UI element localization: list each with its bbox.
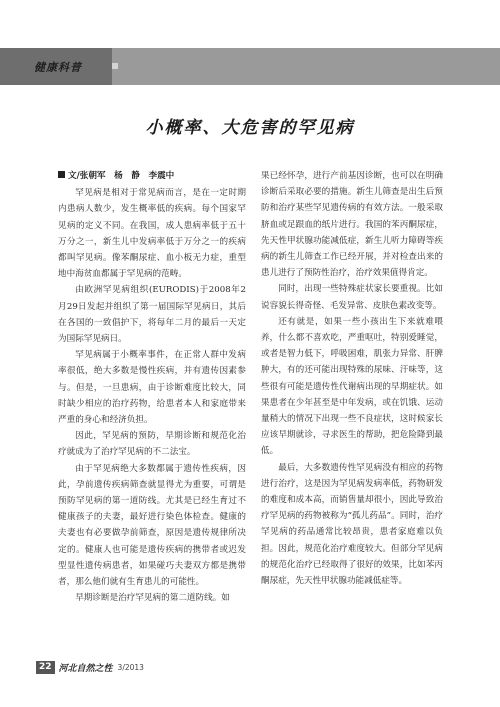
paragraph: 罕见病属于小概率事件，在正常人群中发病率很低，绝大多数是慢性疾病，并有遗传因素参与。但是，一旦患病，由于诊断难度比较大，同时缺少相应的治疗药物，给患者本人和家庭带来严重的身心和经济负担。: [58, 350, 246, 426]
paragraph: 果已经怀孕，进行产前基因诊断，也可以在明确诊断后采取必要的措施。新生儿筛查是出生后预防和治疗某些罕见遗传病的有效方法。一般采取脐血或足跟血的纸片进行。我国的苯丙酮尿症，先天性甲状腺功能减低症，新生儿听力障碍等疾病的新生儿筛查工作已经开展，并对检查出来的患儿进行了预防性治疗，治疗效果值得肯定。: [261, 171, 443, 279]
paragraph: 由于罕见病绝大多数都属于遗传性疾病，因此，孕前遗传疾病筛查就显得尤为重要，可谓是预防罕见病的第一道防线。尤其是已经生育过不健康孩子的夫妻，最好进行染色体检查。健康的夫妻也有必要做孕前筛查，原因是遗传规律所决定的。健康人也可能是遗传疾病的携带者或迟发型显性遗传病患者，如果碰巧夫妻双方都是携带者，那么他们就有生育患儿的可能性。: [58, 463, 246, 588]
article-title: 小概率、大危害的罕见病: [145, 118, 355, 138]
paragraph: 最后，大多数遗传性罕见病没有相应的药物进行治疗，这是因为罕见病发病率低，药物研发的难度和成本高，而销售量却很小，因此导致治疗罕见病的药物被称为“孤儿药品”。同时，治疗罕见病的药品通常比较昂贵，患者家庭难以负担。因此，规范化治疗难度较大。但部分罕见病的规范化治疗已经取得了很好的效果，比如苯丙酮尿症，先天性甲状腺功能减低症等。: [261, 462, 443, 587]
paragraph: 同时，出现一些特殊症状家长要重视。比如说容貌长得奇怪、毛发异常、皮肤色素改变等。: [261, 284, 443, 311]
paragraph: 因此，罕见病的预防，早期诊断和规范化治疗就成为了治疗罕见病的不二法宝。: [58, 431, 246, 458]
right-column: [261, 168, 443, 589]
byline: [58, 168, 246, 184]
magazine-name: 河北自然之性: [58, 663, 113, 674]
issue-number: 3/2013: [117, 662, 144, 672]
section-header-accent: [112, 63, 118, 69]
paragraph: 罕见病是相对于常见病而言，是在一定时期内患病人数少，发生概率低的疾病。每个国家罕见病的定义不同。在我国，成人患病率低于五十万分之一，新生儿中发病率低于万分之一的疾病都叫罕见病。像苯酮尿症、血小板无力症，重型地中海贫血都属于罕见病的范畴。: [58, 188, 246, 280]
byline-text: 文/张朝军 杨 静 李震中: [68, 171, 175, 181]
paragraph: 由欧洲罕见病组织(EURODIS)于2008年2月29日发起并组织了第一届国际罕见病日，其后在各国的一致倡护下，将每年二月的最后一天定为国际罕见病日。: [58, 285, 246, 345]
left-column: [58, 168, 246, 606]
page-number: 22: [36, 661, 55, 674]
section-label: 健康科普: [34, 61, 82, 74]
paragraph: 还有就是，如果一些小孩出生下来就难喂养，什么都不喜欢吃，严重呕吐，特别爱睡觉，或者是智力低下，呼吸困难，肌张力异常、肝脾肿大，有的还可能出现特殊的尿味、汗味等，这些很有可能是遗传性代谢病出现的早期症状。如果患者在少年甚至是中年发病，或在饥饿、运动量稍大的情况下出现一些不良症状，这时候家长应该早期就诊，寻求医生的帮助，把危险降到最低。: [261, 316, 443, 457]
byline-square-icon: [58, 171, 65, 178]
page-footer: [36, 660, 144, 674]
paragraph: 早期诊断是治疗罕见病的第二道防线。如: [75, 593, 230, 604]
